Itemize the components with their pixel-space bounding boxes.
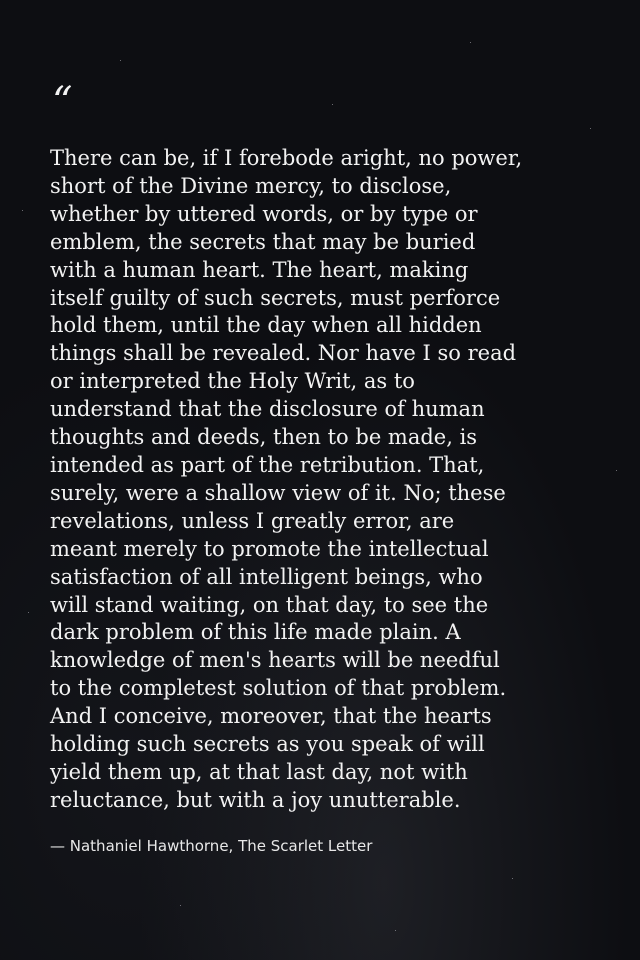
star-dot [22, 210, 23, 211]
star-dot [470, 42, 471, 43]
star-dot [28, 612, 29, 613]
star-dot [512, 878, 513, 879]
quote-text: There can be, if I forebode aright, no power, short of the Divine mercy, to disclose, whether by uttered words, or by type or emblem, the secrets that may be buried with a human heart. The heart, making itself guilty of such secrets, must perforce hold them, until the day when all hidden things shall be revealed. Nor have I so read or interpreted the Holy Writ, as to understand that the disclosure of human thoughts and deeds, then to be made, is intended as part of the retribution. That, surely, were a shallow view of it. No; these revelations, unless I greatly error, are meant merely to promote the intellectual satisfaction of all intelligent beings, who will stand waiting, on that day, to see the dark problem of this life made plain. A knowledge of men's hearts will be needful to the completest solution of that problem. And I conceive, moreover, that the hearts holding such secrets as you speak of will yield them up, at that last day, not with reluctance, but with a joy unutterable. [50, 146, 523, 812]
star-dot [120, 60, 121, 61]
star-dot [590, 128, 591, 129]
quote-attribution: — Nathaniel Hawthorne, The Scarlet Letter [50, 837, 373, 855]
opening-quote-mark: “ [52, 79, 73, 125]
star-dot [180, 905, 181, 906]
star-dot [395, 930, 396, 931]
star-dot [332, 104, 333, 105]
star-dot [616, 470, 617, 471]
